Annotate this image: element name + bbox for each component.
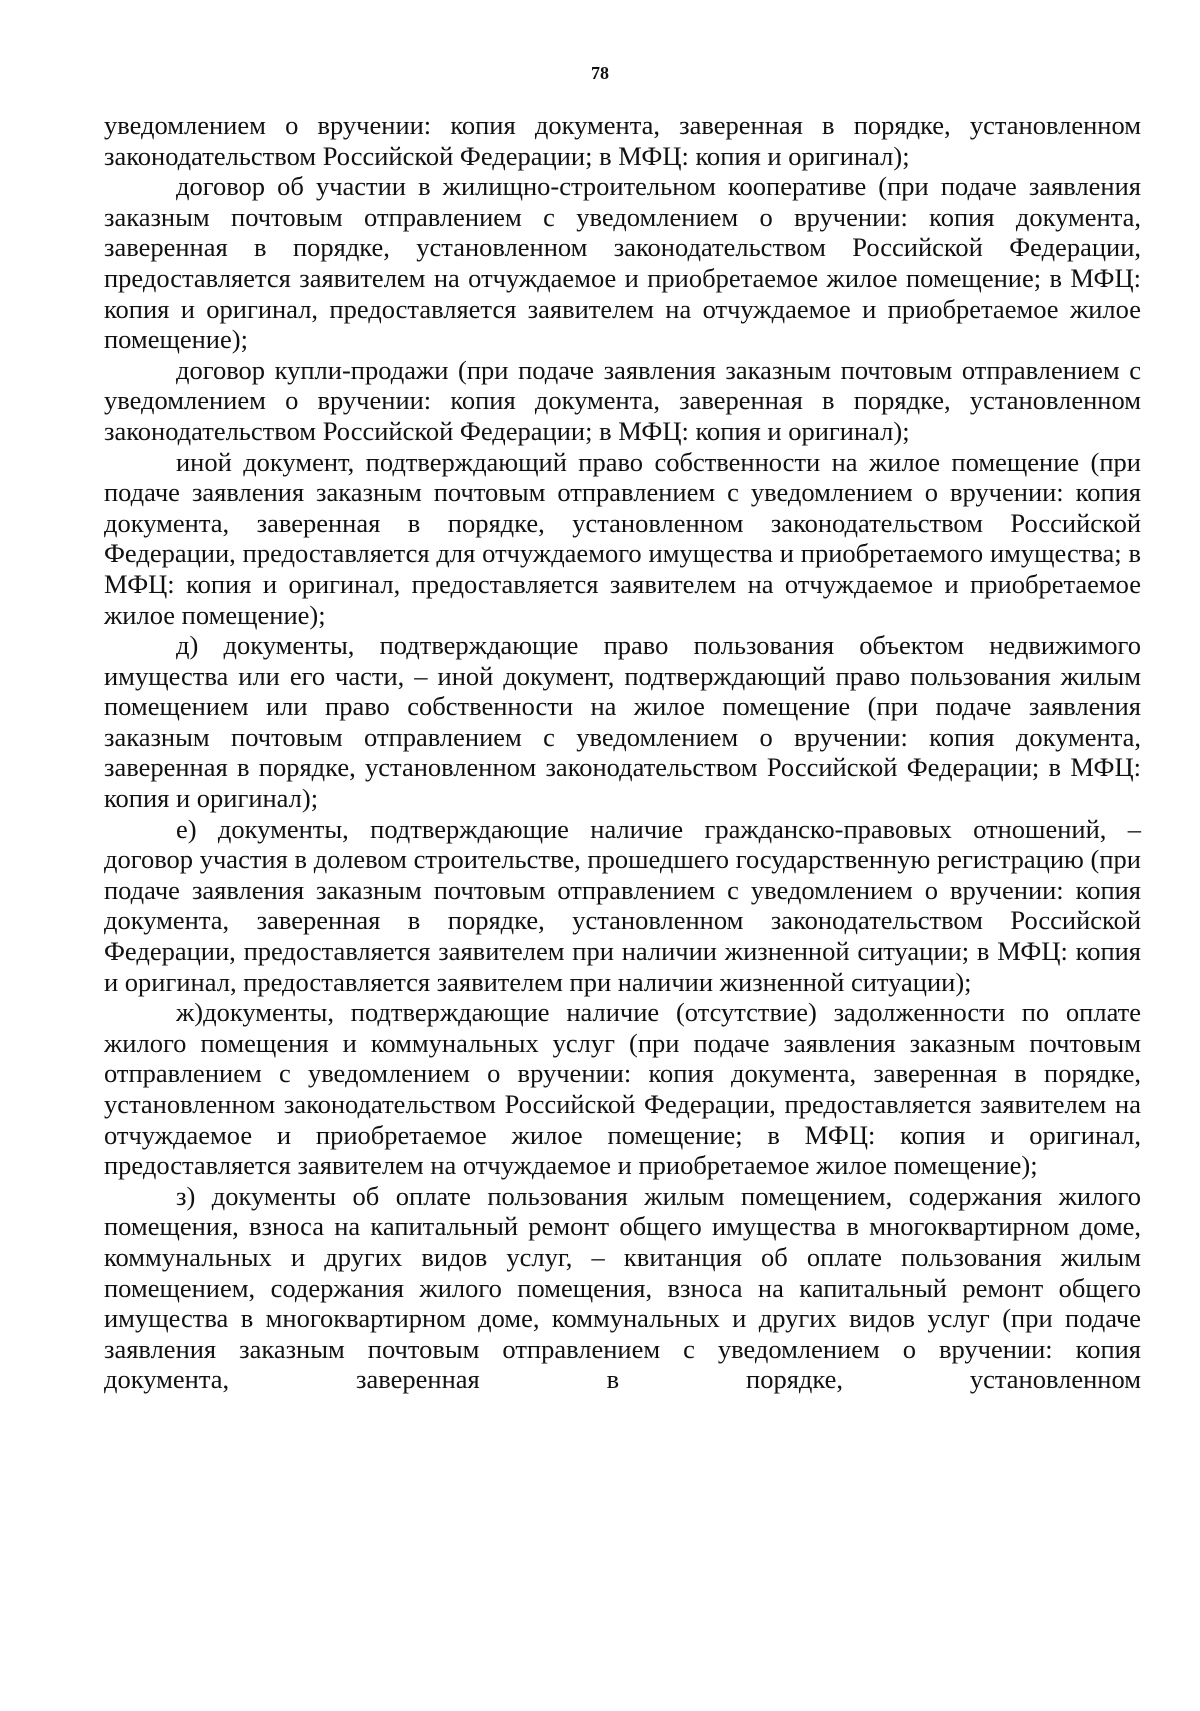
- paragraph-item-zh: ж)документы, подтверждающие наличие (отсутствие) задолженности по оплате жилого помещения и коммунальных услуг (при подаче заявления заказным почтовым отправлением с уведомлением о вручении: копия документа, заверенная в порядке, установленном законодательством Российской Федерации, предоставляется заявителем на отчуждаемое и приобретаемое жилое помещение; в МФЦ: копия и оригинал, предоставляется заявителем на отчуждаемое и приобретаемое жилое помещение);: [104, 997, 1141, 1181]
- paragraph-continuation: уведомлением о вручении: копия документа, заверенная в порядке, установленном законодательством Российской Федерации; в МФЦ: копия и оригинал);: [104, 110, 1141, 171]
- paragraph-item-z: з) документы об оплате пользования жилым помещением, содержания жилого помещения, взноса на капитальный ремонт общего имущества в многоквартирном доме, коммунальных и других видов услуг, – квитанция об оплате пользования жилым помещением, содержания жилого помещения, взноса на капитальный ремонт общего имущества в многоквартирном доме, коммунальных и других видов услуг (при подаче заявления заказным почтовым отправлением с уведомлением о вручении: копия документа, заверенная в порядке, установленном: [104, 1180, 1141, 1395]
- paragraph-item-e: е) документы, подтверждающие наличие гражданско-правовых отношений, – договор участия в долевом строительстве, прошедшего государственную регистрацию (при подаче заявления заказным почтовым отправлением с уведомлением о вручении: копия документа, заверенная в порядке, установленном законодательством Российской Федерации, предоставляется заявителем при наличии жизненной ситуации; в МФЦ: копия и оригинал, предоставляется заявителем при наличии жизненной ситуации);: [104, 813, 1141, 997]
- paragraph-purchase-contract: договор купли-продажи (при подаче заявления заказным почтовым отправлением с уведомлением о вручении: копия документа, заверенная в порядке, установленном законодательством Российской Федерации; в МФЦ: копия и оригинал);: [104, 354, 1141, 446]
- paragraph-housing-coop-contract: договор об участии в жилищно-строительном кооперативе (при подаче заявления заказным почтовым отправлением с уведомлением о вручении: копия документа, заверенная в порядке, установленном законодательством Российской Федерации, предоставляется заявителем на отчуждаемое и приобретаемое жилое помещение; в МФЦ: копия и оригинал, предоставляется заявителем на отчуждаемое и приобретаемое жилое помещение);: [104, 171, 1141, 355]
- page-number: 78: [591, 63, 609, 83]
- paragraph-item-d: д) документы, подтверждающие право пользования объектом недвижимого имущества или его части, – иной документ, подтверждающий право пользования жилым помещением или право собственности на жилое помещение (при подаче заявления заказным почтовым отправлением с уведомлением о вручении: копия документа, заверенная в порядке, установленном законодательством Российской Федерации; в МФЦ: копия и оригинал);: [104, 630, 1141, 814]
- paragraph-ownership-document: иной документ, подтверждающий право собственности на жилое помещение (при подаче заявления заказным почтовым отправлением с уведомлением о вручении: копия документа, заверенная в порядке, установленном законодательством Российской Федерации, предоставляется для отчуждаемого имущества и приобретаемого имущества; в МФЦ: копия и оригинал, предоставляется заявителем на отчуждаемое и приобретаемое жилое помещение);: [104, 446, 1141, 630]
- document-body: [104, 110, 1141, 1395]
